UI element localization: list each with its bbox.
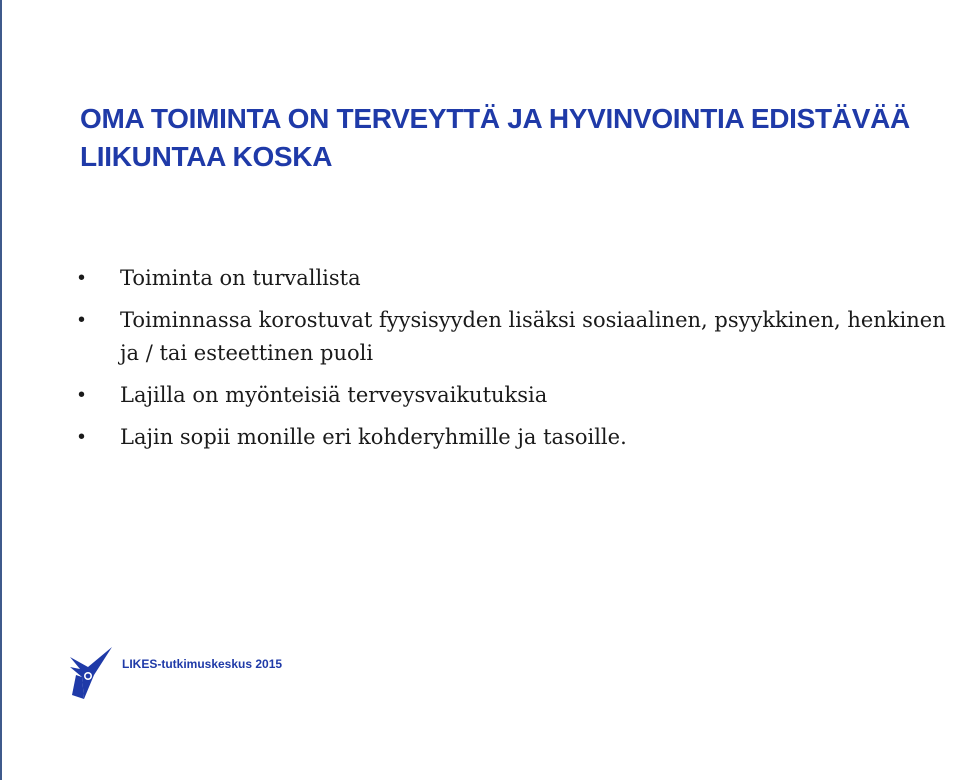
bullet-text: Toiminta on turvallista	[120, 266, 361, 290]
footer	[68, 645, 282, 701]
bullet-item	[78, 262, 948, 295]
bullet-item	[78, 304, 948, 370]
bullet-dot: •	[78, 309, 86, 331]
bullet-dot: •	[78, 384, 86, 406]
bullet-item	[78, 421, 948, 454]
bullet-text: Toiminnassa korostuvat fyysisyyden lisäksi sosiaalinen, psyykkinen, henkinen ja / tai esteettinen puoli	[120, 308, 946, 365]
slide-title	[80, 100, 950, 176]
likes-logo-icon	[68, 645, 114, 701]
footer-text: LIKES-tutkimuskeskus 2015	[122, 657, 283, 671]
bullet-dot: •	[78, 267, 86, 289]
title-line-2: LIIKUNTAA KOSKA	[80, 141, 333, 172]
title-line-1: OMA TOIMINTA ON TERVEYTTÄ JA HYVINVOINTIA EDISTÄVÄÄ	[80, 103, 910, 134]
bullet-dot: •	[78, 426, 86, 448]
bullet-text: Lajin sopii monille eri kohderyhmille ja tasoille.	[120, 425, 627, 449]
left-edge-line	[0, 0, 2, 780]
bullet-list	[78, 262, 948, 463]
bullet-item	[78, 379, 948, 412]
bullet-text: Lajilla on myönteisiä terveysvaikutuksia	[120, 383, 548, 407]
